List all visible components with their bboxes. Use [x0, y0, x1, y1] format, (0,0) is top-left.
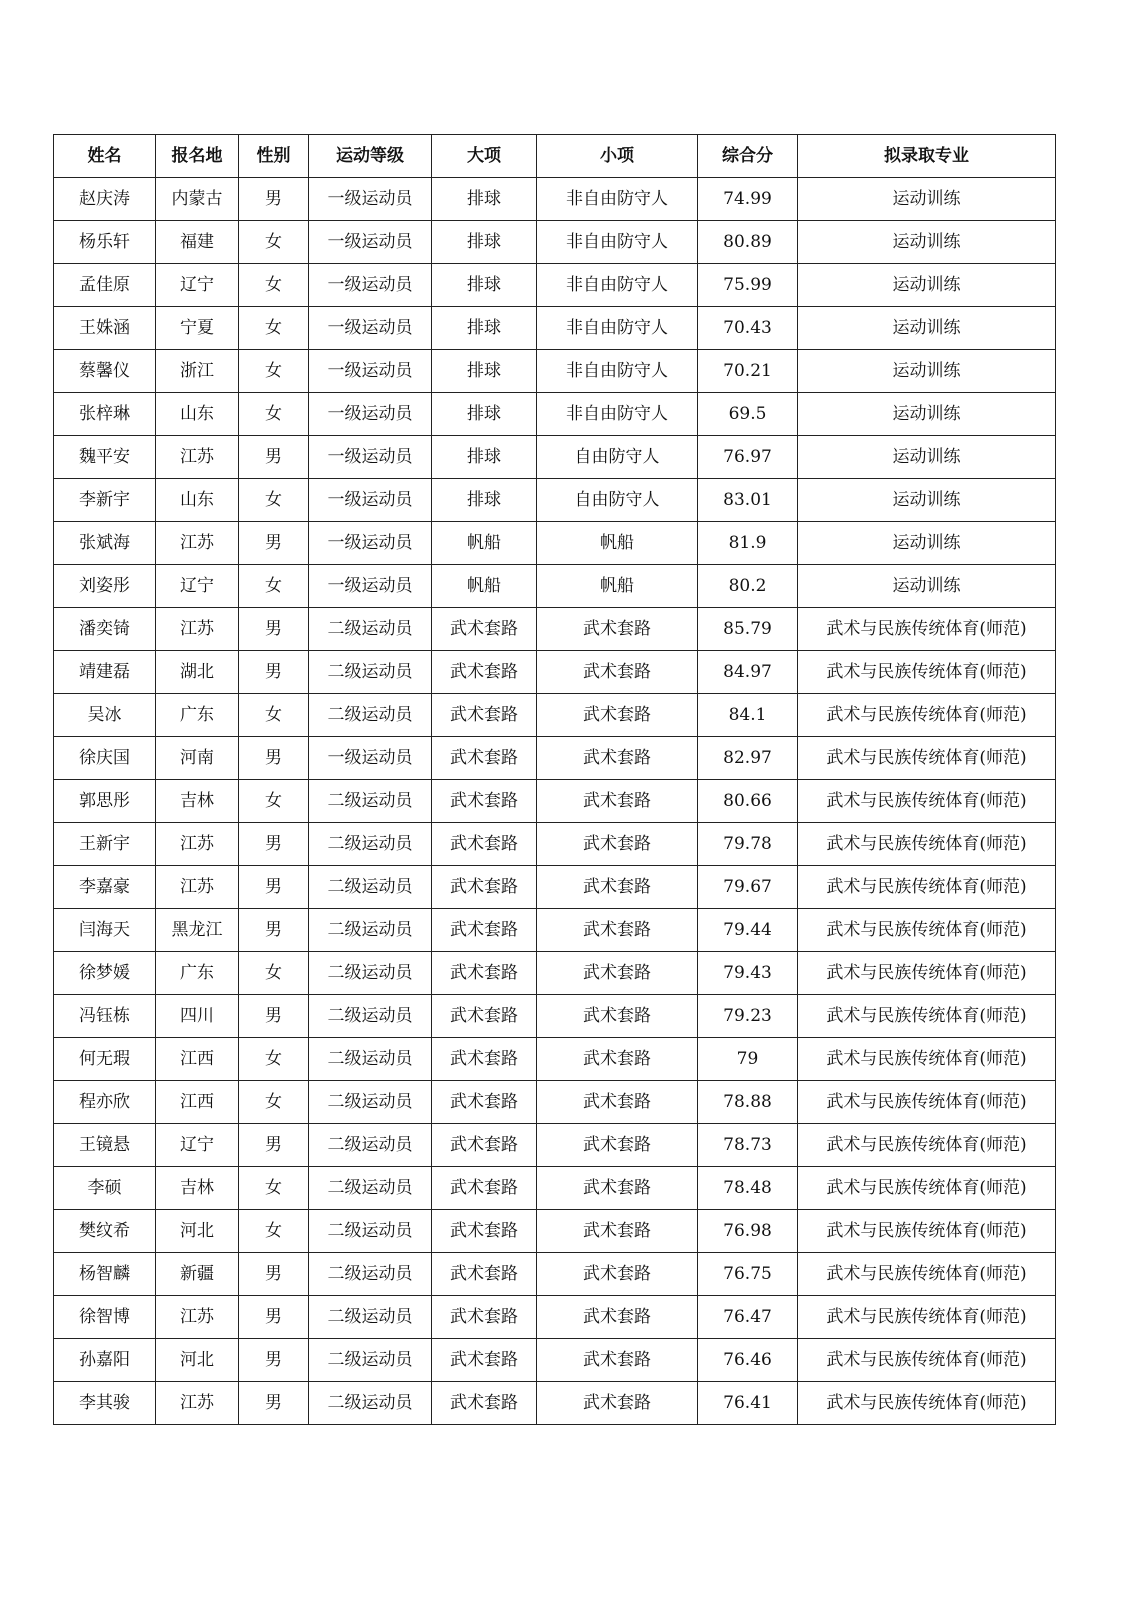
cell-name: 李其骏 [54, 1382, 156, 1425]
cell-name: 王新宇 [54, 823, 156, 866]
table-row [54, 1038, 1056, 1081]
cell-major: 武术与民族传统体育(师范) [798, 1339, 1056, 1382]
cell-region: 山东 [156, 393, 239, 436]
cell-sport: 武术套路 [432, 780, 537, 823]
cell-name: 刘姿彤 [54, 565, 156, 608]
cell-region: 四川 [156, 995, 239, 1038]
cell-score: 79.67 [698, 866, 798, 909]
cell-score: 79.78 [698, 823, 798, 866]
cell-score: 80.89 [698, 221, 798, 264]
cell-gender: 男 [239, 178, 309, 221]
cell-score: 70.43 [698, 307, 798, 350]
cell-major: 武术与民族传统体育(师范) [798, 694, 1056, 737]
cell-score: 80.66 [698, 780, 798, 823]
cell-major: 武术与民族传统体育(师范) [798, 1253, 1056, 1296]
table-body [54, 178, 1056, 1425]
table-row [54, 221, 1056, 264]
table-row [54, 264, 1056, 307]
cell-name: 冯钰栋 [54, 995, 156, 1038]
cell-score: 83.01 [698, 479, 798, 522]
cell-level: 一级运动员 [309, 350, 432, 393]
cell-event: 武术套路 [537, 1081, 698, 1124]
cell-level: 一级运动员 [309, 264, 432, 307]
cell-score: 79.43 [698, 952, 798, 995]
cell-name: 杨智麟 [54, 1253, 156, 1296]
cell-major: 武术与民族传统体育(师范) [798, 1081, 1056, 1124]
cell-region: 辽宁 [156, 264, 239, 307]
cell-major: 武术与民族传统体育(师范) [798, 1210, 1056, 1253]
cell-sport: 武术套路 [432, 1038, 537, 1081]
cell-gender: 女 [239, 350, 309, 393]
cell-level: 二级运动员 [309, 1124, 432, 1167]
table-row [54, 436, 1056, 479]
cell-gender: 男 [239, 608, 309, 651]
cell-gender: 女 [239, 1081, 309, 1124]
cell-sport: 武术套路 [432, 1124, 537, 1167]
cell-score: 79.23 [698, 995, 798, 1038]
cell-major: 武术与民族传统体育(师范) [798, 1382, 1056, 1425]
cell-gender: 女 [239, 264, 309, 307]
cell-name: 王镜悬 [54, 1124, 156, 1167]
cell-score: 78.88 [698, 1081, 798, 1124]
cell-name: 孙嘉阳 [54, 1339, 156, 1382]
cell-sport: 武术套路 [432, 1253, 537, 1296]
cell-name: 何无瑕 [54, 1038, 156, 1081]
cell-event: 武术套路 [537, 694, 698, 737]
cell-region: 浙江 [156, 350, 239, 393]
cell-major: 武术与民族传统体育(师范) [798, 823, 1056, 866]
cell-sport: 武术套路 [432, 995, 537, 1038]
cell-name: 李嘉豪 [54, 866, 156, 909]
cell-gender: 男 [239, 823, 309, 866]
cell-gender: 女 [239, 1167, 309, 1210]
cell-sport: 武术套路 [432, 1210, 537, 1253]
cell-score: 76.41 [698, 1382, 798, 1425]
cell-major: 武术与民族传统体育(师范) [798, 780, 1056, 823]
cell-event: 武术套路 [537, 780, 698, 823]
table-row [54, 522, 1056, 565]
cell-gender: 男 [239, 1296, 309, 1339]
cell-sport: 武术套路 [432, 651, 537, 694]
cell-score: 75.99 [698, 264, 798, 307]
table-row [54, 1210, 1056, 1253]
cell-region: 辽宁 [156, 1124, 239, 1167]
cell-name: 樊纹希 [54, 1210, 156, 1253]
cell-gender: 男 [239, 522, 309, 565]
cell-major: 运动训练 [798, 436, 1056, 479]
header-region: 报名地 [156, 135, 239, 178]
cell-event: 武术套路 [537, 995, 698, 1038]
cell-region: 江西 [156, 1081, 239, 1124]
cell-gender: 男 [239, 995, 309, 1038]
cell-name: 李硕 [54, 1167, 156, 1210]
cell-gender: 男 [239, 651, 309, 694]
cell-level: 一级运动员 [309, 221, 432, 264]
cell-gender: 女 [239, 565, 309, 608]
cell-event: 武术套路 [537, 1210, 698, 1253]
cell-event: 非自由防守人 [537, 350, 698, 393]
table-row [54, 694, 1056, 737]
cell-gender: 男 [239, 1124, 309, 1167]
cell-sport: 武术套路 [432, 1081, 537, 1124]
table-row [54, 178, 1056, 221]
cell-event: 帆船 [537, 565, 698, 608]
cell-level: 二级运动员 [309, 651, 432, 694]
cell-region: 新疆 [156, 1253, 239, 1296]
cell-gender: 女 [239, 479, 309, 522]
cell-major: 武术与民族传统体育(师范) [798, 1167, 1056, 1210]
cell-name: 徐智博 [54, 1296, 156, 1339]
cell-gender: 女 [239, 780, 309, 823]
table-row [54, 479, 1056, 522]
cell-level: 二级运动员 [309, 909, 432, 952]
cell-sport: 武术套路 [432, 1296, 537, 1339]
admission-table [53, 134, 1056, 1425]
cell-name: 吴冰 [54, 694, 156, 737]
cell-sport: 武术套路 [432, 866, 537, 909]
cell-region: 河南 [156, 737, 239, 780]
table-row [54, 1339, 1056, 1382]
cell-sport: 武术套路 [432, 823, 537, 866]
cell-major: 运动训练 [798, 307, 1056, 350]
cell-event: 武术套路 [537, 1038, 698, 1081]
cell-sport: 武术套路 [432, 608, 537, 651]
header-gender: 性别 [239, 135, 309, 178]
cell-major: 武术与民族传统体育(师范) [798, 1038, 1056, 1081]
cell-sport: 排球 [432, 178, 537, 221]
cell-event: 非自由防守人 [537, 307, 698, 350]
cell-major: 运动训练 [798, 264, 1056, 307]
table-row [54, 393, 1056, 436]
cell-region: 江苏 [156, 1382, 239, 1425]
table-row [54, 350, 1056, 393]
cell-level: 二级运动员 [309, 995, 432, 1038]
cell-score: 70.21 [698, 350, 798, 393]
cell-event: 非自由防守人 [537, 264, 698, 307]
cell-gender: 男 [239, 1339, 309, 1382]
table-row [54, 1253, 1056, 1296]
cell-sport: 武术套路 [432, 1339, 537, 1382]
cell-level: 二级运动员 [309, 780, 432, 823]
cell-region: 江苏 [156, 522, 239, 565]
cell-name: 程亦欣 [54, 1081, 156, 1124]
cell-event: 武术套路 [537, 909, 698, 952]
cell-region: 江苏 [156, 866, 239, 909]
header-event: 小项 [537, 135, 698, 178]
cell-major: 武术与民族传统体育(师范) [798, 866, 1056, 909]
cell-sport: 排球 [432, 436, 537, 479]
cell-name: 李新宇 [54, 479, 156, 522]
cell-name: 潘奕锜 [54, 608, 156, 651]
cell-event: 武术套路 [537, 1253, 698, 1296]
cell-sport: 帆船 [432, 565, 537, 608]
cell-gender: 女 [239, 221, 309, 264]
header-name: 姓名 [54, 135, 156, 178]
table-row [54, 1382, 1056, 1425]
cell-major: 运动训练 [798, 565, 1056, 608]
cell-score: 82.97 [698, 737, 798, 780]
cell-major: 武术与民族传统体育(师范) [798, 737, 1056, 780]
cell-score: 84.1 [698, 694, 798, 737]
cell-name: 徐梦媛 [54, 952, 156, 995]
cell-level: 二级运动员 [309, 1038, 432, 1081]
cell-name: 魏平安 [54, 436, 156, 479]
cell-sport: 排球 [432, 221, 537, 264]
cell-name: 靖建磊 [54, 651, 156, 694]
cell-event: 武术套路 [537, 1167, 698, 1210]
cell-score: 85.79 [698, 608, 798, 651]
cell-region: 福建 [156, 221, 239, 264]
cell-region: 江苏 [156, 823, 239, 866]
cell-region: 山东 [156, 479, 239, 522]
cell-sport: 排球 [432, 350, 537, 393]
table-header-row [54, 135, 1056, 178]
cell-region: 广东 [156, 952, 239, 995]
cell-level: 一级运动员 [309, 393, 432, 436]
cell-name: 蔡馨仪 [54, 350, 156, 393]
cell-major: 运动训练 [798, 350, 1056, 393]
table-row [54, 1296, 1056, 1339]
cell-gender: 男 [239, 436, 309, 479]
cell-region: 吉林 [156, 780, 239, 823]
cell-event: 武术套路 [537, 608, 698, 651]
cell-level: 一级运动员 [309, 565, 432, 608]
cell-event: 武术套路 [537, 737, 698, 780]
header-sport: 大项 [432, 135, 537, 178]
cell-level: 二级运动员 [309, 1296, 432, 1339]
cell-sport: 武术套路 [432, 694, 537, 737]
header-score: 综合分 [698, 135, 798, 178]
cell-level: 二级运动员 [309, 694, 432, 737]
cell-level: 一级运动员 [309, 178, 432, 221]
header-level: 运动等级 [309, 135, 432, 178]
cell-score: 78.73 [698, 1124, 798, 1167]
cell-event: 非自由防守人 [537, 393, 698, 436]
cell-event: 武术套路 [537, 1124, 698, 1167]
cell-gender: 女 [239, 307, 309, 350]
cell-score: 69.5 [698, 393, 798, 436]
table-row [54, 737, 1056, 780]
cell-level: 二级运动员 [309, 1253, 432, 1296]
cell-level: 二级运动员 [309, 866, 432, 909]
cell-major: 武术与民族传统体育(师范) [798, 608, 1056, 651]
cell-sport: 武术套路 [432, 952, 537, 995]
cell-sport: 武术套路 [432, 1167, 537, 1210]
cell-score: 74.99 [698, 178, 798, 221]
cell-major: 武术与民族传统体育(师范) [798, 1296, 1056, 1339]
cell-gender: 男 [239, 866, 309, 909]
cell-region: 江西 [156, 1038, 239, 1081]
cell-event: 非自由防守人 [537, 178, 698, 221]
cell-major: 运动训练 [798, 221, 1056, 264]
cell-name: 张斌海 [54, 522, 156, 565]
cell-event: 自由防守人 [537, 479, 698, 522]
cell-major: 武术与民族传统体育(师范) [798, 909, 1056, 952]
table-row [54, 1081, 1056, 1124]
table-row [54, 307, 1056, 350]
cell-score: 80.2 [698, 565, 798, 608]
cell-event: 帆船 [537, 522, 698, 565]
cell-event: 武术套路 [537, 651, 698, 694]
cell-sport: 武术套路 [432, 1382, 537, 1425]
table-row [54, 995, 1056, 1038]
cell-gender: 男 [239, 1253, 309, 1296]
table-row [54, 909, 1056, 952]
cell-level: 一级运动员 [309, 479, 432, 522]
cell-region: 内蒙古 [156, 178, 239, 221]
cell-event: 武术套路 [537, 823, 698, 866]
cell-score: 76.75 [698, 1253, 798, 1296]
cell-sport: 排球 [432, 393, 537, 436]
cell-major: 武术与民族传统体育(师范) [798, 1124, 1056, 1167]
cell-level: 一级运动员 [309, 522, 432, 565]
table-row [54, 608, 1056, 651]
cell-sport: 排球 [432, 479, 537, 522]
cell-level: 二级运动员 [309, 1382, 432, 1425]
cell-gender: 女 [239, 1210, 309, 1253]
cell-region: 吉林 [156, 1167, 239, 1210]
table-row [54, 651, 1056, 694]
cell-major: 运动训练 [798, 522, 1056, 565]
cell-major: 运动训练 [798, 393, 1056, 436]
cell-event: 武术套路 [537, 952, 698, 995]
table-row [54, 780, 1056, 823]
cell-event: 武术套路 [537, 866, 698, 909]
cell-region: 广东 [156, 694, 239, 737]
cell-gender: 女 [239, 694, 309, 737]
cell-name: 赵庆涛 [54, 178, 156, 221]
cell-region: 黑龙江 [156, 909, 239, 952]
cell-region: 江苏 [156, 608, 239, 651]
cell-name: 张梓琳 [54, 393, 156, 436]
cell-major: 运动训练 [798, 178, 1056, 221]
cell-score: 76.97 [698, 436, 798, 479]
cell-event: 非自由防守人 [537, 221, 698, 264]
table-row [54, 1124, 1056, 1167]
cell-level: 二级运动员 [309, 1081, 432, 1124]
cell-score: 84.97 [698, 651, 798, 694]
cell-gender: 女 [239, 393, 309, 436]
cell-name: 杨乐轩 [54, 221, 156, 264]
cell-level: 二级运动员 [309, 1339, 432, 1382]
cell-major: 武术与民族传统体育(师范) [798, 995, 1056, 1038]
cell-name: 王姝涵 [54, 307, 156, 350]
cell-name: 闫海天 [54, 909, 156, 952]
cell-sport: 武术套路 [432, 737, 537, 780]
cell-event: 自由防守人 [537, 436, 698, 479]
cell-region: 湖北 [156, 651, 239, 694]
cell-score: 79.44 [698, 909, 798, 952]
cell-gender: 男 [239, 737, 309, 780]
cell-level: 一级运动员 [309, 307, 432, 350]
cell-region: 江苏 [156, 1296, 239, 1339]
cell-level: 二级运动员 [309, 1167, 432, 1210]
cell-score: 78.48 [698, 1167, 798, 1210]
cell-level: 二级运动员 [309, 608, 432, 651]
cell-major: 武术与民族传统体育(师范) [798, 952, 1056, 995]
cell-event: 武术套路 [537, 1382, 698, 1425]
cell-major: 运动训练 [798, 479, 1056, 522]
cell-score: 76.46 [698, 1339, 798, 1382]
cell-major: 武术与民族传统体育(师范) [798, 651, 1056, 694]
cell-name: 徐庆国 [54, 737, 156, 780]
cell-sport: 武术套路 [432, 909, 537, 952]
cell-sport: 排球 [432, 264, 537, 307]
cell-event: 武术套路 [537, 1339, 698, 1382]
table-row [54, 952, 1056, 995]
cell-gender: 女 [239, 1038, 309, 1081]
table-row [54, 823, 1056, 866]
cell-region: 辽宁 [156, 565, 239, 608]
cell-region: 河北 [156, 1210, 239, 1253]
cell-gender: 男 [239, 1382, 309, 1425]
cell-event: 武术套路 [537, 1296, 698, 1339]
cell-level: 一级运动员 [309, 737, 432, 780]
cell-gender: 女 [239, 952, 309, 995]
cell-region: 宁夏 [156, 307, 239, 350]
cell-level: 二级运动员 [309, 952, 432, 995]
cell-score: 76.98 [698, 1210, 798, 1253]
cell-score: 79 [698, 1038, 798, 1081]
cell-level: 一级运动员 [309, 436, 432, 479]
cell-gender: 男 [239, 909, 309, 952]
cell-region: 江苏 [156, 436, 239, 479]
table-row [54, 866, 1056, 909]
table-row [54, 1167, 1056, 1210]
cell-region: 河北 [156, 1339, 239, 1382]
header-major: 拟录取专业 [798, 135, 1056, 178]
cell-level: 二级运动员 [309, 823, 432, 866]
cell-level: 二级运动员 [309, 1210, 432, 1253]
cell-sport: 帆船 [432, 522, 537, 565]
cell-score: 81.9 [698, 522, 798, 565]
cell-name: 郭思彤 [54, 780, 156, 823]
cell-sport: 排球 [432, 307, 537, 350]
cell-score: 76.47 [698, 1296, 798, 1339]
table-row [54, 565, 1056, 608]
cell-name: 孟佳原 [54, 264, 156, 307]
